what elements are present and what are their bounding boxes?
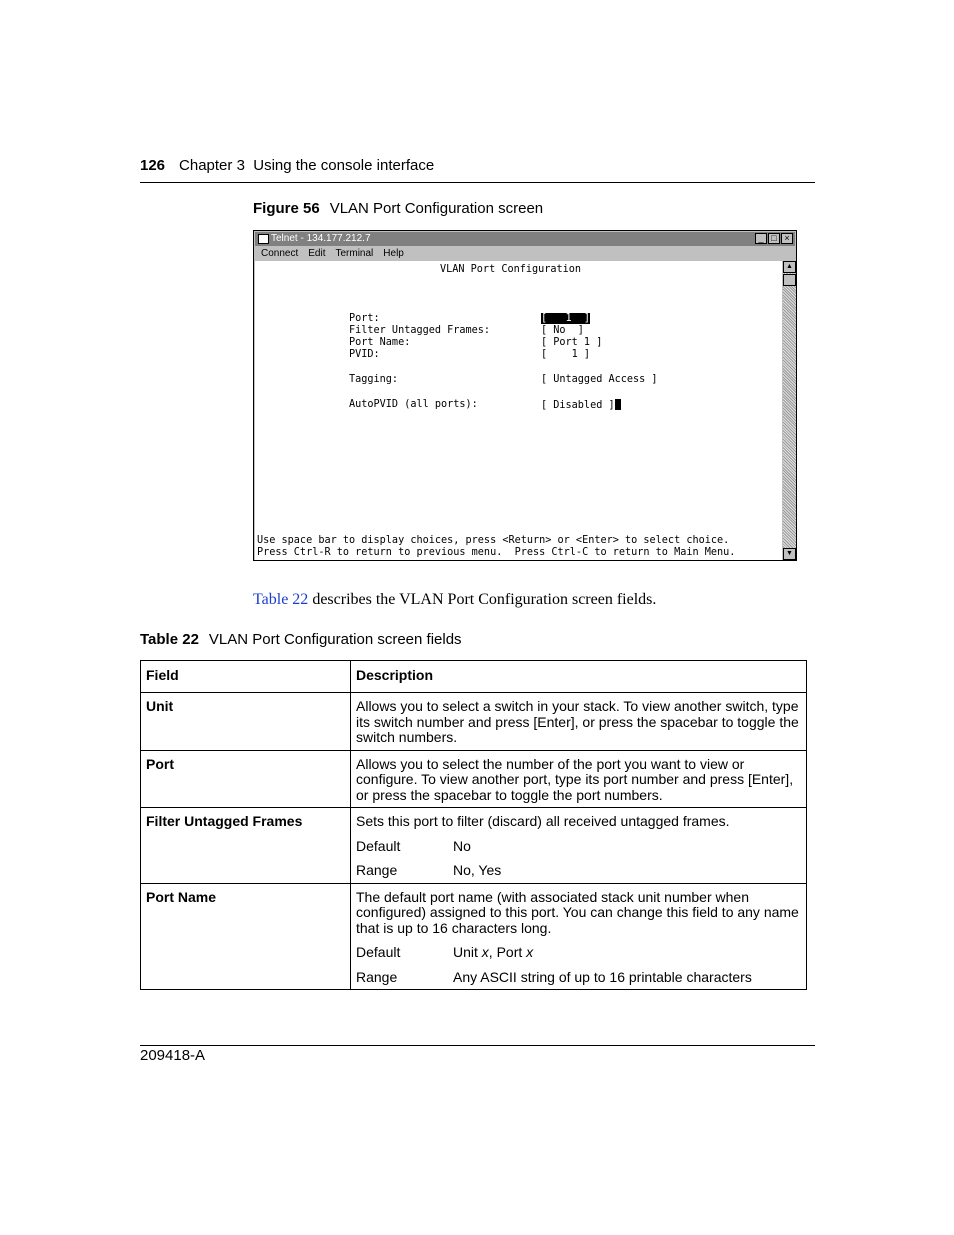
field-cell: Unit <box>141 693 351 751</box>
autopvid-label: AutoPVID (all ports): <box>349 399 478 410</box>
scroll-up-icon[interactable]: ▲ <box>783 261 796 273</box>
default-value-x1: x <box>481 944 489 960</box>
port-value[interactable]: [ 1 ] <box>541 313 591 324</box>
table-header-row <box>141 661 807 693</box>
title-bar <box>255 232 795 246</box>
reference-text: describes the VLAN Port Configuration screen fields. <box>308 591 657 608</box>
table-row <box>141 808 807 884</box>
close-button[interactable]: × <box>781 233 793 244</box>
range-line <box>356 863 801 879</box>
table-row <box>141 883 807 990</box>
port-name-value[interactable]: [ Port 1 ] <box>541 337 603 348</box>
running-header <box>140 157 434 174</box>
window-title: Telnet - 134.177.212.7 <box>271 233 371 244</box>
range-value: Any ASCII string of up to 16 printable characters <box>453 968 752 985</box>
text-cursor <box>615 399 621 410</box>
menu-terminal[interactable]: Terminal <box>335 248 374 259</box>
field-cell: Port <box>141 750 351 808</box>
range-line <box>356 970 801 986</box>
port-name-label: Port Name: <box>349 337 411 348</box>
range-label: Range <box>356 862 398 878</box>
maximize-button[interactable]: □ <box>768 233 780 244</box>
menu-connect[interactable]: Connect <box>261 248 299 259</box>
tagging-value[interactable]: [ Untagged Access ] <box>541 374 658 385</box>
fields-table <box>140 660 807 990</box>
field-cell: Port Name <box>141 883 351 990</box>
description-text: The default port name (with associated stack unit number when configured) assigned to this port. You can change this field to any name that is up to 16 characters long. <box>356 888 799 936</box>
pvid-label: PVID: <box>349 349 380 360</box>
description-cell: Allows you to select the number of the port you want to view or configure. To view another port, type its port number and press [Enter], or press the spacebar to toggle the port numbers. <box>351 750 807 808</box>
autopvid-value[interactable]: [ Disabled ] <box>541 400 615 411</box>
table-row <box>141 750 807 808</box>
default-value-port: , Port <box>488 944 527 960</box>
description-text: Sets this port to filter (discard) all received untagged frames. <box>356 813 730 829</box>
header-rule <box>140 182 815 183</box>
table-22-link[interactable]: Table 22 <box>253 591 309 608</box>
figure-label: Figure 56 <box>253 200 320 217</box>
table-caption <box>140 631 462 648</box>
table-row <box>141 693 807 751</box>
header-description: Description <box>351 661 807 693</box>
figure-caption <box>253 200 543 217</box>
scroll-down-icon[interactable]: ▼ <box>783 548 796 560</box>
range-label: Range <box>356 968 398 985</box>
table-label: Table 22 <box>140 631 199 648</box>
help-line-1: Use space bar to display choices, press <Return> or <Enter> to select choice. <box>257 535 730 546</box>
figure-title: VLAN Port Configuration screen <box>329 200 544 217</box>
table-reference-sentence <box>253 591 656 609</box>
telnet-window <box>253 230 797 561</box>
tagging-label: Tagging: <box>349 374 399 385</box>
description-cell <box>351 808 807 884</box>
menu-edit[interactable]: Edit <box>308 248 326 259</box>
default-line <box>356 839 801 855</box>
menu-help[interactable]: Help <box>383 248 404 259</box>
page-number: 126 <box>140 157 166 174</box>
header-field: Field <box>141 661 351 693</box>
scroll-thumb[interactable] <box>783 274 796 286</box>
pvid-value[interactable]: [ 1 ] <box>541 349 591 360</box>
default-value: No <box>453 837 471 854</box>
field-cell: Filter Untagged Frames <box>141 808 351 884</box>
chapter-title: Chapter 3 Using the console interface <box>179 157 435 174</box>
table-title: VLAN Port Configuration screen fields <box>208 631 462 648</box>
telnet-app-icon <box>258 234 269 244</box>
footer-rule <box>140 1045 815 1046</box>
help-line-2: Press Ctrl-R to return to previous menu. Press Ctrl-C to return to Main Menu. <box>257 547 736 558</box>
vertical-scrollbar[interactable] <box>783 261 796 560</box>
description-cell <box>351 883 807 990</box>
port-label: Port: <box>349 313 380 324</box>
default-line <box>356 945 801 961</box>
menu-bar <box>255 247 795 261</box>
filter-untagged-label: Filter Untagged Frames: <box>349 325 491 336</box>
terminal-screen[interactable] <box>255 261 782 560</box>
default-value-unit: Unit <box>453 944 482 960</box>
default-label: Default <box>356 837 401 854</box>
range-value: No, Yes <box>453 862 502 878</box>
description-cell: Allows you to select a switch in your stack. To view another switch, type its switch number and press [Enter], or press the spacebar to toggle the switch numbers. <box>351 693 807 751</box>
default-value-x2: x <box>526 944 534 960</box>
minimize-button[interactable]: _ <box>755 233 767 244</box>
screen-title: VLAN Port Configuration <box>440 264 582 275</box>
document-id: 209418-A <box>140 1047 206 1064</box>
filter-untagged-value[interactable]: [ No ] <box>541 325 584 336</box>
default-label: Default <box>356 944 401 960</box>
